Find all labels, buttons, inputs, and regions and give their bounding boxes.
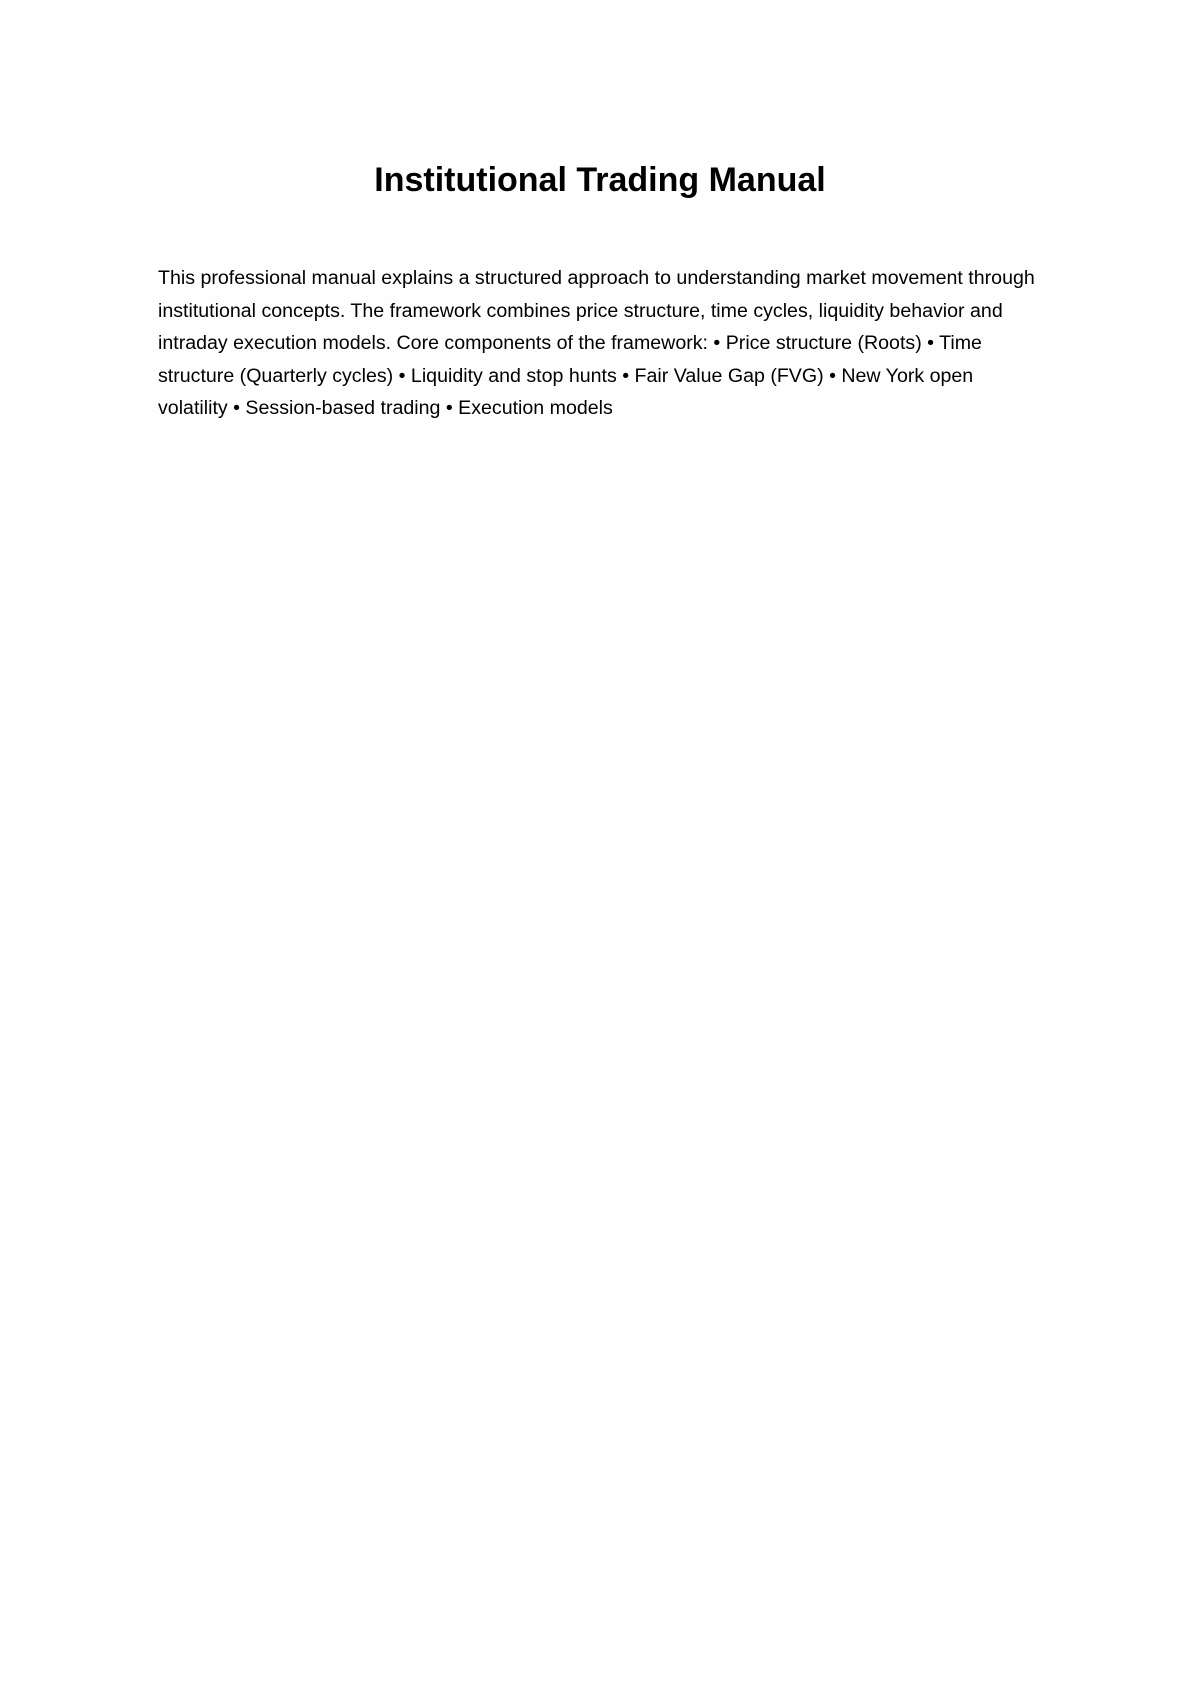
intro-paragraph: This professional manual explains a structured approach to understanding market movement through institutional concepts. The framework combines price structure, time cycles, liquidity behavior and intraday execution models. Core components of the framework: • Price structure (Roots) • Time structure (Quarterly cycles) • Liquidity and stop hunts • Fair Value Gap (FVG) • New York open volatility • Session-based trading • Execution models [158,267,1035,420]
document-title: Institutional Trading Manual [374,161,826,199]
